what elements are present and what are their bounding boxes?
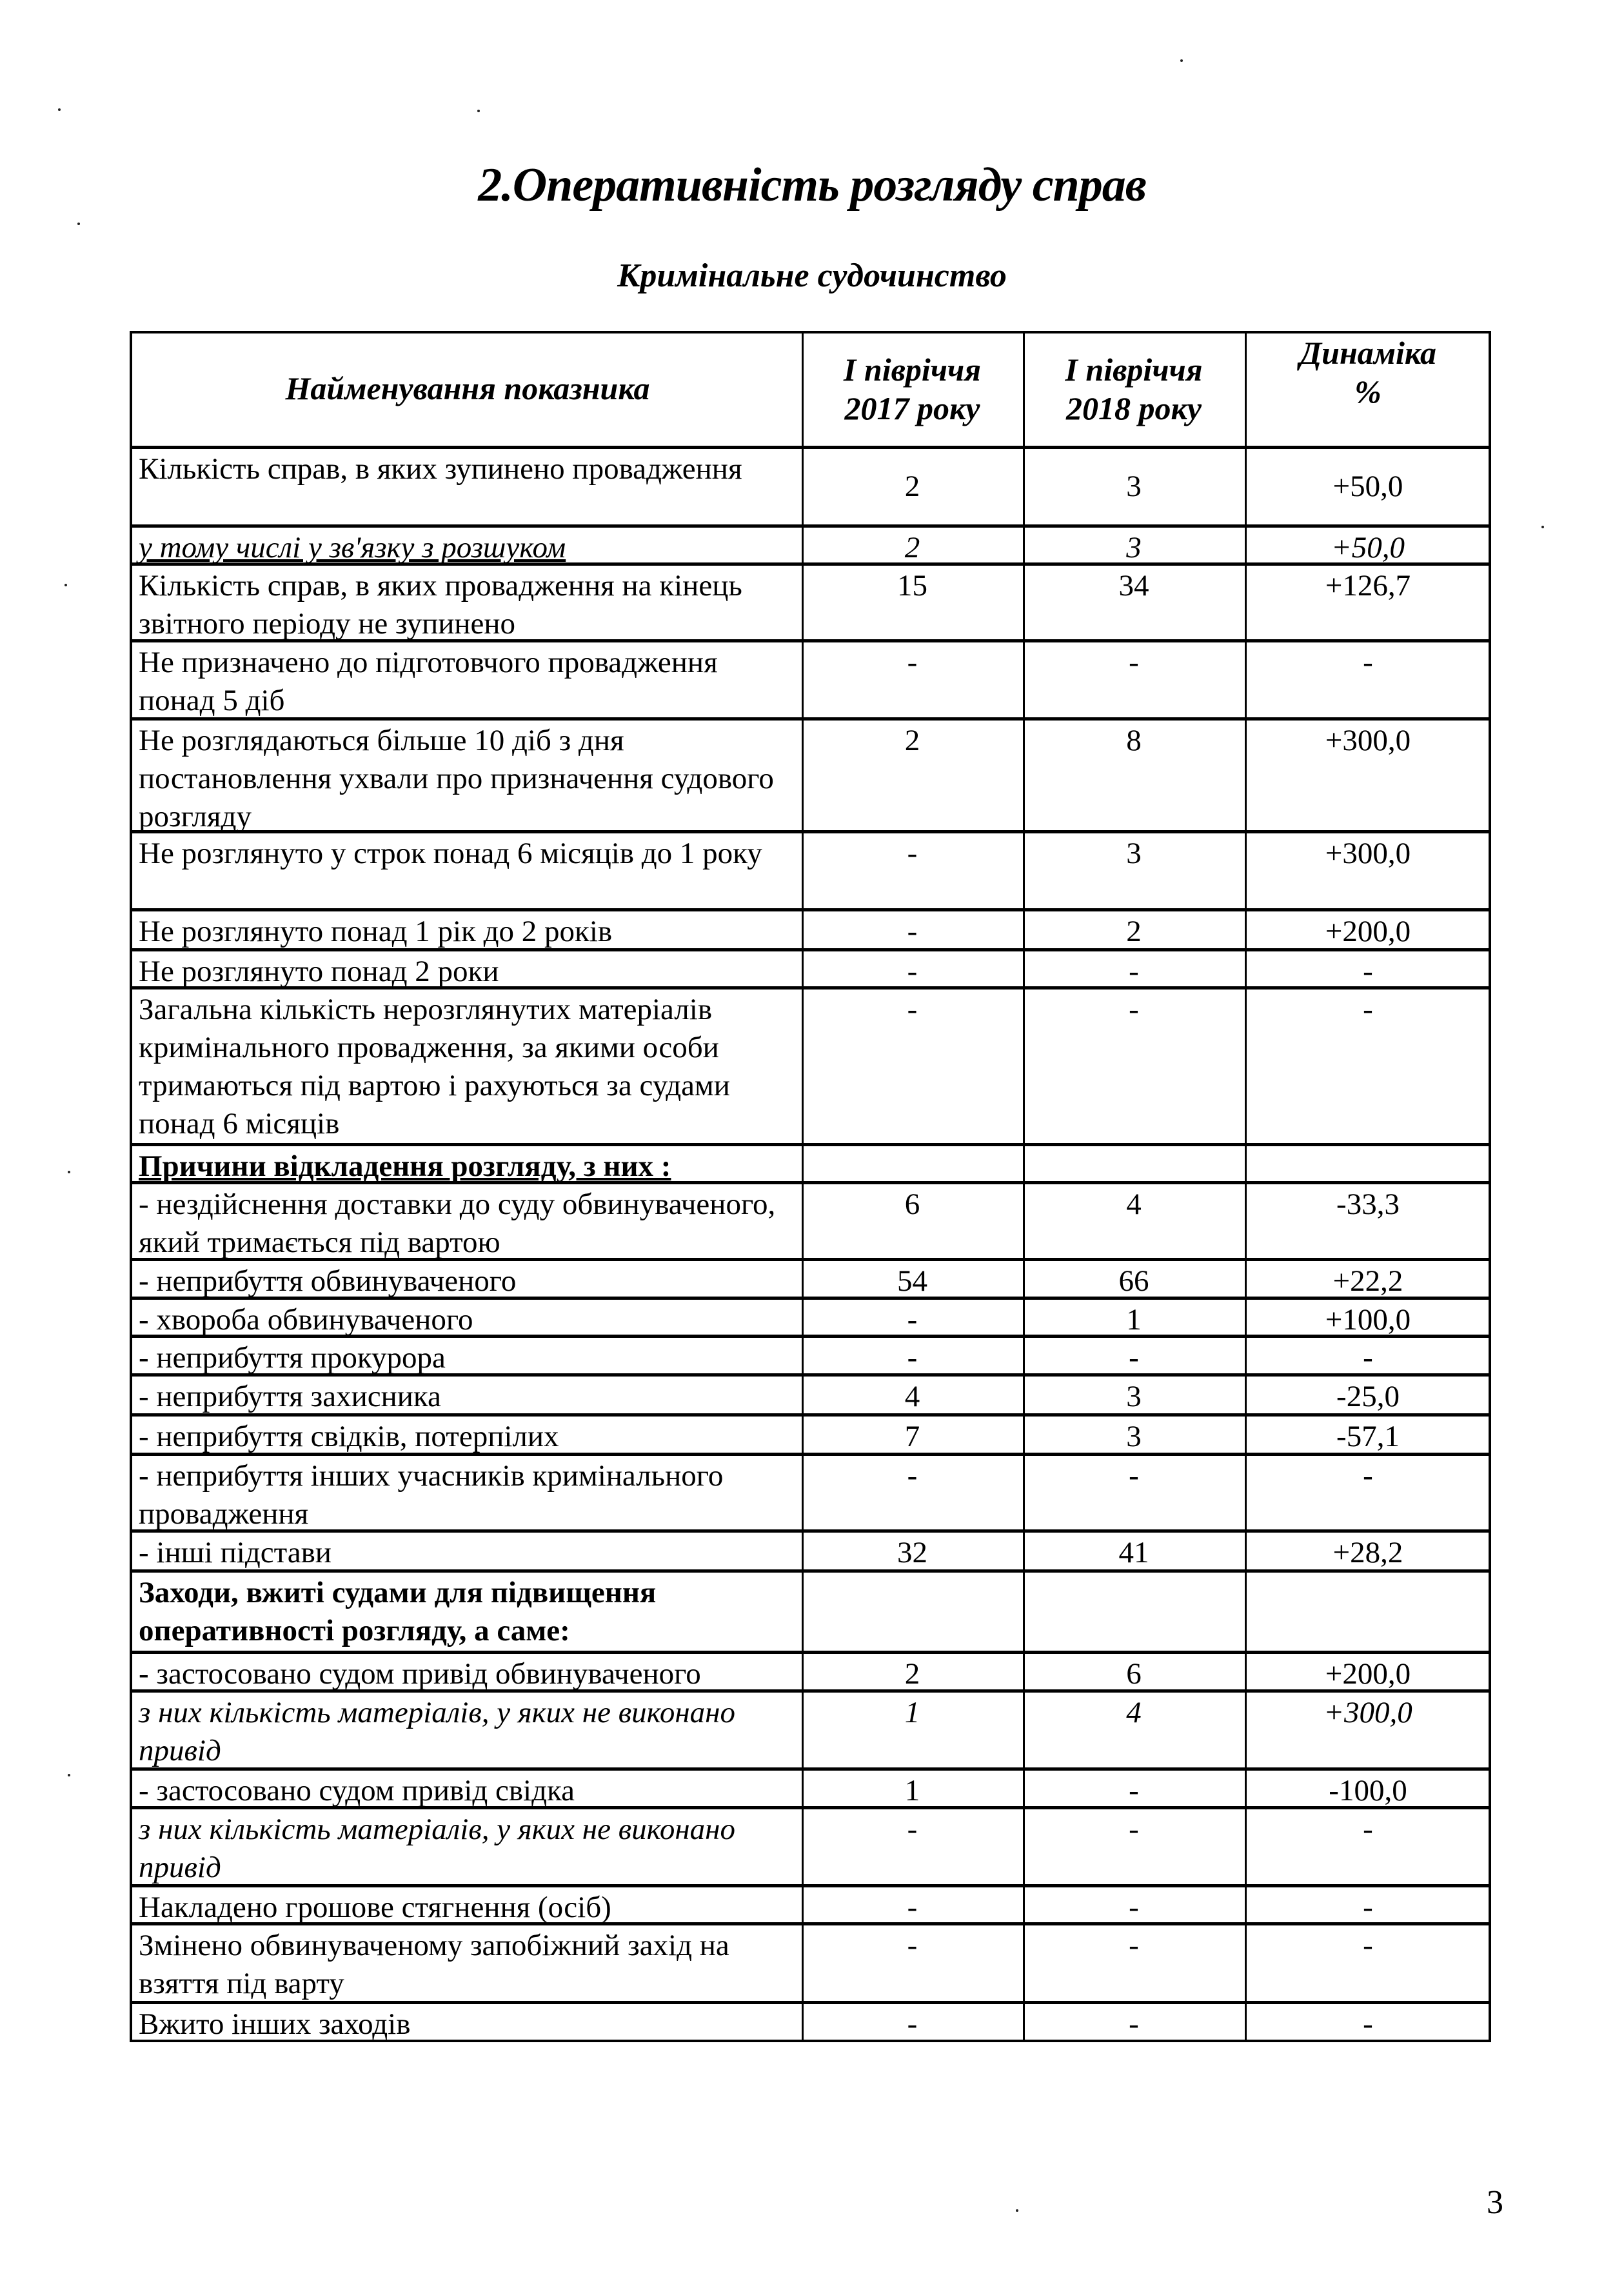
value-2017: 15 bbox=[897, 569, 927, 602]
page-title: 2.Оперативність розгляду справ bbox=[478, 159, 1146, 212]
value-2017: - bbox=[907, 915, 918, 948]
scan-speck bbox=[477, 110, 480, 112]
value-2017: - bbox=[907, 2007, 918, 2041]
value-dynamics: -25,0 bbox=[1336, 1380, 1400, 1413]
row-label: Не призначено до підготовчого провадження понад 5 діб bbox=[139, 646, 718, 717]
table-row bbox=[130, 2001, 1491, 2042]
value-dynamics: - bbox=[1363, 955, 1373, 988]
value-2017: - bbox=[907, 1303, 918, 1337]
value-2018: - bbox=[1129, 1929, 1139, 1962]
header-dynamics-line2: % bbox=[1354, 373, 1381, 410]
value-dynamics bbox=[1245, 1146, 1491, 1181]
row-label: з них кількість матеріалів, у яких не виконано привід bbox=[139, 1696, 735, 1767]
value-2017: 2 bbox=[904, 531, 920, 564]
row-label: Не розглянуто понад 2 роки bbox=[139, 955, 499, 988]
table-row bbox=[130, 562, 1491, 639]
row-label: - хвороба обвинуваченого bbox=[139, 1303, 473, 1337]
value-dynamics: -33,3 bbox=[1336, 1188, 1400, 1221]
value-2018: 8 bbox=[1126, 724, 1142, 757]
value-dynamics: +200,0 bbox=[1325, 915, 1411, 948]
scan-speck bbox=[68, 1774, 70, 1776]
value-dynamics: +300,0 bbox=[1325, 724, 1411, 757]
value-dynamics: - bbox=[1363, 1891, 1373, 1924]
value-2018: - bbox=[1129, 646, 1139, 679]
value-dynamics: +50,0 bbox=[1331, 531, 1405, 564]
value-2017: - bbox=[907, 1341, 918, 1375]
table-row bbox=[130, 446, 1491, 524]
section-row-reasons bbox=[130, 1143, 1491, 1181]
table-row bbox=[130, 1373, 1491, 1413]
value-2017: 4 bbox=[904, 1380, 920, 1413]
table-row bbox=[130, 1335, 1491, 1373]
value-2017: - bbox=[907, 1891, 918, 1924]
value-dynamics: - bbox=[1363, 1813, 1373, 1846]
value-2018: - bbox=[1129, 1813, 1139, 1846]
row-label: Змінено обвинуваченому запобіжний захід на взяття під варту bbox=[139, 1929, 729, 2000]
table-row bbox=[130, 1453, 1491, 1529]
row-label: Кількість справ, в яких провадження на кінець звітного періоду не зупинено bbox=[139, 569, 742, 641]
table-row bbox=[130, 1767, 1491, 1806]
row-label: Кількість справ, в яких зупинено провадження bbox=[139, 452, 742, 486]
table-row bbox=[130, 948, 1491, 986]
table-row bbox=[130, 1413, 1491, 1453]
value-2017 bbox=[802, 1573, 1023, 1651]
table-header bbox=[130, 331, 1491, 446]
row-label: Не розглядаються більше 10 діб з дня постановлення ухвали про призначення судового розгляду bbox=[139, 724, 774, 833]
row-label: Загальна кількість нерозглянутих матеріалів кримінального провадження, за якими особи тримаються під вартою і рахуються за судами понад 6 місяців bbox=[139, 993, 730, 1140]
row-label: - неприбуття захисника bbox=[139, 1380, 441, 1413]
row-label: Не розглянуто понад 1 рік до 2 років bbox=[139, 915, 613, 948]
value-2018: 3 bbox=[1126, 837, 1142, 870]
scan-speck bbox=[77, 223, 80, 225]
table-row bbox=[130, 1651, 1491, 1689]
row-label: Накладено грошове стягнення (осіб) bbox=[139, 1891, 611, 1924]
value-2018: 66 bbox=[1118, 1264, 1149, 1298]
value-2018: 1 bbox=[1126, 1303, 1142, 1337]
section-label: Причини відкладення розгляду, з них : bbox=[139, 1149, 671, 1183]
table-row bbox=[130, 717, 1491, 833]
row-label: - неприбуття обвинуваченого bbox=[139, 1264, 517, 1298]
header-indicator-name: Найменування показника bbox=[285, 370, 650, 406]
value-2017: 32 bbox=[897, 1536, 927, 1569]
value-dynamics: +126,7 bbox=[1325, 569, 1411, 602]
value-2017: 6 bbox=[904, 1188, 920, 1221]
page-number: 3 bbox=[1487, 2184, 1503, 2221]
value-2017 bbox=[802, 1146, 1023, 1181]
row-label: - нездійснення доставки до суду обвинуваченого, який тримається під вартою bbox=[139, 1188, 776, 1259]
row-label: з них кількість матеріалів, у яких не виконано привід bbox=[139, 1813, 735, 1884]
row-label: Вжито інших заходів bbox=[139, 2007, 411, 2041]
value-dynamics: - bbox=[1363, 646, 1373, 679]
table-row bbox=[130, 1529, 1491, 1569]
value-2018: 41 bbox=[1118, 1536, 1149, 1569]
value-2017: - bbox=[907, 1929, 918, 1962]
value-2017: - bbox=[907, 646, 918, 679]
value-dynamics: +100,0 bbox=[1325, 1303, 1411, 1337]
scan-speck bbox=[58, 108, 61, 111]
value-2017: - bbox=[907, 1459, 918, 1493]
value-2017: 1 bbox=[904, 1696, 920, 1729]
value-2017: - bbox=[907, 955, 918, 988]
value-2018: 3 bbox=[1126, 531, 1142, 564]
value-dynamics: -57,1 bbox=[1336, 1420, 1400, 1453]
row-label: - застосовано судом привід обвинуваченого bbox=[139, 1657, 701, 1691]
scan-speck bbox=[1016, 2209, 1018, 2212]
header-dynamics-line1: Динаміка bbox=[1300, 335, 1436, 371]
row-label: у тому числі у зв'язку з розшуком bbox=[139, 531, 566, 564]
value-2018 bbox=[1023, 1146, 1245, 1181]
value-2018: - bbox=[1129, 1774, 1139, 1807]
scan-speck bbox=[64, 584, 67, 586]
value-2017: 7 bbox=[904, 1420, 920, 1453]
value-dynamics: - bbox=[1363, 1459, 1373, 1493]
value-2018: 2 bbox=[1126, 915, 1142, 948]
value-dynamics: +300,0 bbox=[1325, 837, 1411, 870]
header-2017-line1: І півріччя bbox=[843, 352, 982, 388]
table-row bbox=[130, 1258, 1491, 1297]
row-label: - неприбуття інших учасників кримінального провадження bbox=[139, 1459, 724, 1531]
row-label: - інші підстави bbox=[139, 1536, 332, 1569]
table-row bbox=[130, 830, 1491, 908]
header-2017 bbox=[802, 331, 1023, 446]
value-dynamics: -100,0 bbox=[1329, 1774, 1407, 1807]
value-2017: 1 bbox=[904, 1774, 920, 1807]
value-2018: - bbox=[1129, 1341, 1139, 1375]
header-2017-line2: 2017 року bbox=[844, 390, 980, 426]
value-2018: - bbox=[1129, 2007, 1139, 2041]
value-2017: 2 bbox=[904, 470, 920, 503]
value-2017: 2 bbox=[904, 1657, 920, 1691]
value-dynamics: +300,0 bbox=[1323, 1696, 1412, 1729]
table-row bbox=[130, 1181, 1491, 1258]
value-2018: 4 bbox=[1126, 1696, 1142, 1729]
table-row bbox=[130, 1884, 1491, 1922]
value-2017: 2 bbox=[904, 724, 920, 757]
section-row-measures bbox=[130, 1569, 1491, 1651]
value-2018: - bbox=[1129, 955, 1139, 988]
row-label: - застосовано судом привід свідка bbox=[139, 1774, 575, 1807]
value-2017: - bbox=[907, 1813, 918, 1846]
header-2018-line2: 2018 року bbox=[1065, 390, 1202, 426]
section-label: Заходи, вжиті судами для підвищення оперативності розгляду, а саме: bbox=[139, 1576, 657, 1647]
value-2018: 6 bbox=[1126, 1657, 1142, 1691]
table-row bbox=[130, 639, 1491, 717]
value-dynamics: - bbox=[1363, 2007, 1373, 2041]
value-dynamics: +22,2 bbox=[1332, 1264, 1403, 1298]
table-row bbox=[130, 986, 1491, 1143]
value-dynamics: - bbox=[1363, 993, 1373, 1026]
table-row bbox=[130, 1922, 1491, 2001]
value-dynamics: - bbox=[1363, 1929, 1373, 1962]
scan-speck bbox=[1180, 59, 1183, 62]
value-2018: 3 bbox=[1126, 1420, 1142, 1453]
row-label: - неприбуття свідків, потерпілих bbox=[139, 1420, 559, 1453]
value-2018: - bbox=[1129, 1459, 1139, 1493]
value-dynamics: +28,2 bbox=[1332, 1536, 1403, 1569]
row-label: Не розглянуто у строк понад 6 місяців до 1 року bbox=[139, 837, 762, 870]
scan-speck bbox=[1541, 526, 1544, 528]
value-dynamics: - bbox=[1363, 1341, 1373, 1375]
value-2017: 54 bbox=[897, 1264, 927, 1298]
table-row bbox=[130, 908, 1491, 948]
value-dynamics bbox=[1245, 1573, 1491, 1651]
value-2018: 3 bbox=[1126, 1380, 1142, 1413]
row-label: - неприбуття прокурора bbox=[139, 1341, 446, 1375]
table-row bbox=[130, 1689, 1491, 1767]
value-2018: 3 bbox=[1126, 470, 1142, 503]
value-2018: - bbox=[1129, 993, 1139, 1026]
value-2017: - bbox=[907, 993, 918, 1026]
value-dynamics: +200,0 bbox=[1325, 1657, 1411, 1691]
value-2018: 4 bbox=[1126, 1188, 1142, 1221]
value-2018: 34 bbox=[1118, 569, 1149, 602]
value-2018: - bbox=[1129, 1891, 1139, 1924]
header-dynamics bbox=[1245, 331, 1491, 446]
section-subtitle: Кримінальне судочинство bbox=[617, 257, 1007, 294]
header-2018-line1: І півріччя bbox=[1065, 352, 1203, 388]
value-2018 bbox=[1023, 1573, 1245, 1651]
table-row bbox=[130, 1297, 1491, 1335]
scan-speck bbox=[68, 1171, 70, 1173]
value-2017: - bbox=[907, 837, 918, 870]
table-row bbox=[130, 1806, 1491, 1884]
value-dynamics: +50,0 bbox=[1332, 470, 1403, 503]
header-2018 bbox=[1023, 331, 1245, 446]
table-row bbox=[130, 524, 1491, 562]
